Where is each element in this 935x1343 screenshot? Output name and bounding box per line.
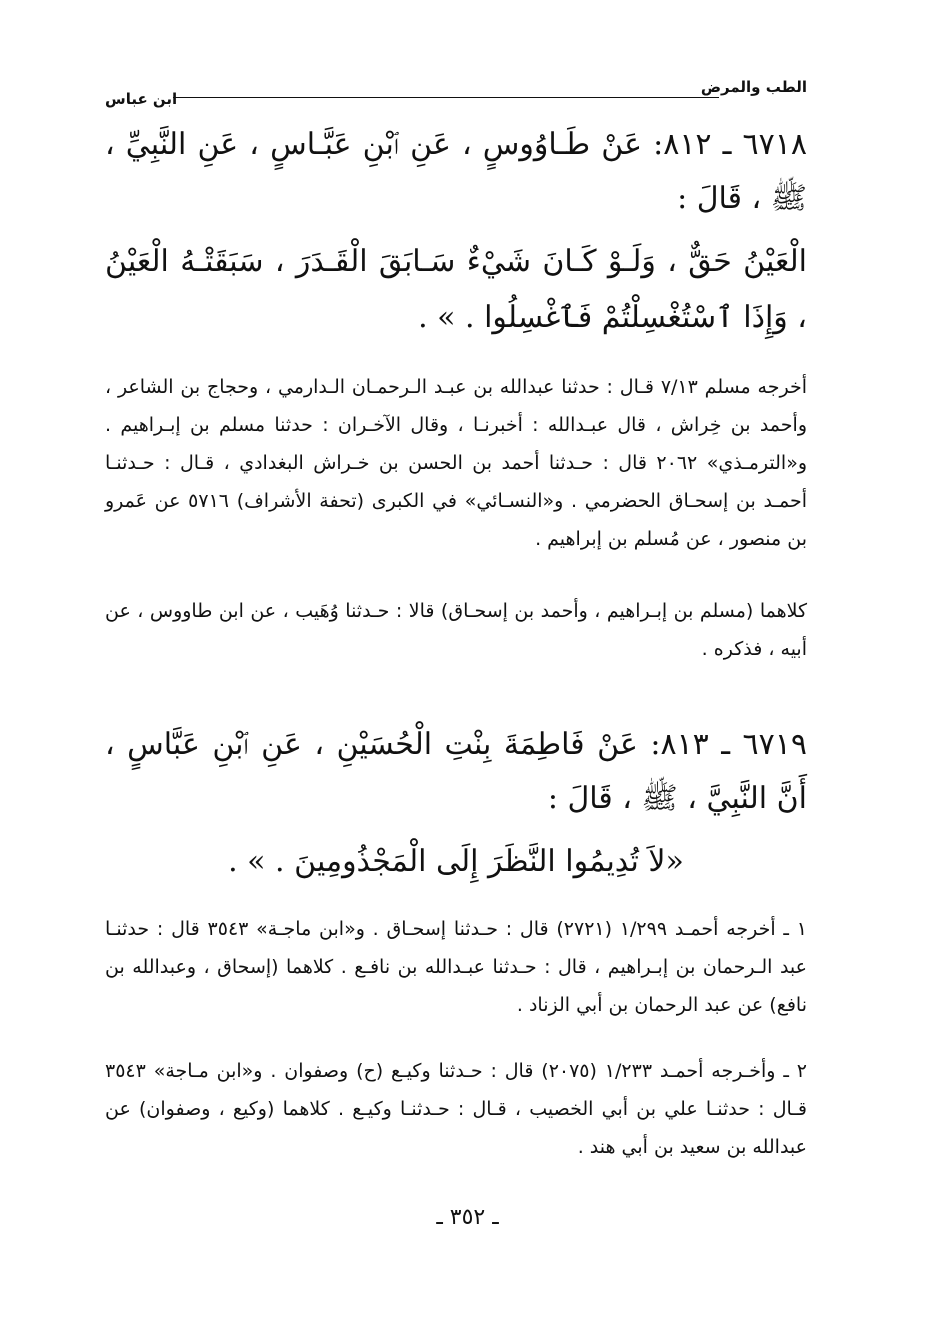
takhrij-paragraph: أخرجه مسلم ٧/١٣ قـال : حدثنا عبدالله بن عبـد الـرحمـان الـدارمي ، وحجاج بن الشاعر ، وأحمد بن خِراش ، قال عبـدالله : أخبرنـا ، وقال الآخـران : حدثنا مسلم بن إبـراهيم . و«الترمـذي» ٢٠٦٢ قال : حـدثنا أحمد بن الحسن بن خـراش البغدادي ، قـال : حـدثنـا أحمـد بن إسحـاق الحضرمي . و«النسـائي» في الكبرى (تحفة الأشراف) ٥٧١٦ عن عَمرو بن منصور ، عن مُسلم بن إبراهيم . <box>105 376 808 550</box>
takhrij-paragraph: ١ ـ أخرجه أحمـد ١/٢٩٩ (٢٧٢١) قال : حـدثنا إسحـاق . و«ابن ماجـة» ٣٥٤٣ قال : حدثنـا عبد الـرحمان بن إبـراهيم ، قال : حـدثنا عبـدالله بن نافـع . كلاهما (إسحاق ، وعبدالله بن نافع) عن عبد الرحمان بن أبي الزناد . <box>105 918 807 1016</box>
hadith-heading: ٦٧١٩ ـ ٨١٣: عَنْ فَاطِمَةَ بِنْتِ الْحُسَيْنِ ، عَنِ ٱبْنِ عَبَّاسٍ ، أَنَّ النَّبِيَّ ، ﷺ ، قَالَ : <box>105 727 807 816</box>
running-header <box>105 78 807 106</box>
hadith-heading: ٦٧١٨ ـ ٨١٢: عَنْ طَـاوُوسٍ ، عَنِ ٱبْنِ عَبَّـاسٍ ، عَنِ النَّبِيِّ ، ﷺ ، قَالَ : <box>105 127 807 216</box>
section-title: الطب والمرض <box>700 78 807 96</box>
header-rule <box>173 97 719 98</box>
narrator-name: ابن عباس <box>105 90 178 108</box>
page-number: ـ ٣٥٢ ـ <box>436 1205 499 1230</box>
hadith-text: الْعَيْنُ حَقٌّ ، وَلَـوْ كَـانَ شَيْءٌ سَـابَقَ الْقَـدَرَ ، سَبَقَتْـهُ الْعَيْنُ ، وَإِذَا ٱسْتُغْسِلْتُمْ فَٱغْسِلُوا . » . <box>105 244 807 335</box>
takhrij-paragraph: كلاهما (مسلم بن إبـراهيم ، وأحمد بن إسحـاق) قالا : حـدثنا وُهَيب ، عن ابن طاووس ، عن أبيه ، فذكره . <box>105 600 807 660</box>
takhrij-paragraph: ٢ ـ وأخـرجه أحمـد ١/٢٣٣ (٢٠٧٥) قال : حـدثنا وكيـع (ح) وصفوان . و«ابن مـاجة» ٣٥٤٣ قـال : حدثنـا علي بن أبي الخصيب ، قـال : حـدثنـا وكيـع . كلاهما (وكيع ، وصفوان) عن عبدالله بن سعيد بن أبي هند . <box>105 1060 807 1158</box>
hadith-text: «لاَ تُدِيمُوا النَّظَرَ إِلَى الْمَجْذُومِينَ . » . <box>228 844 684 879</box>
